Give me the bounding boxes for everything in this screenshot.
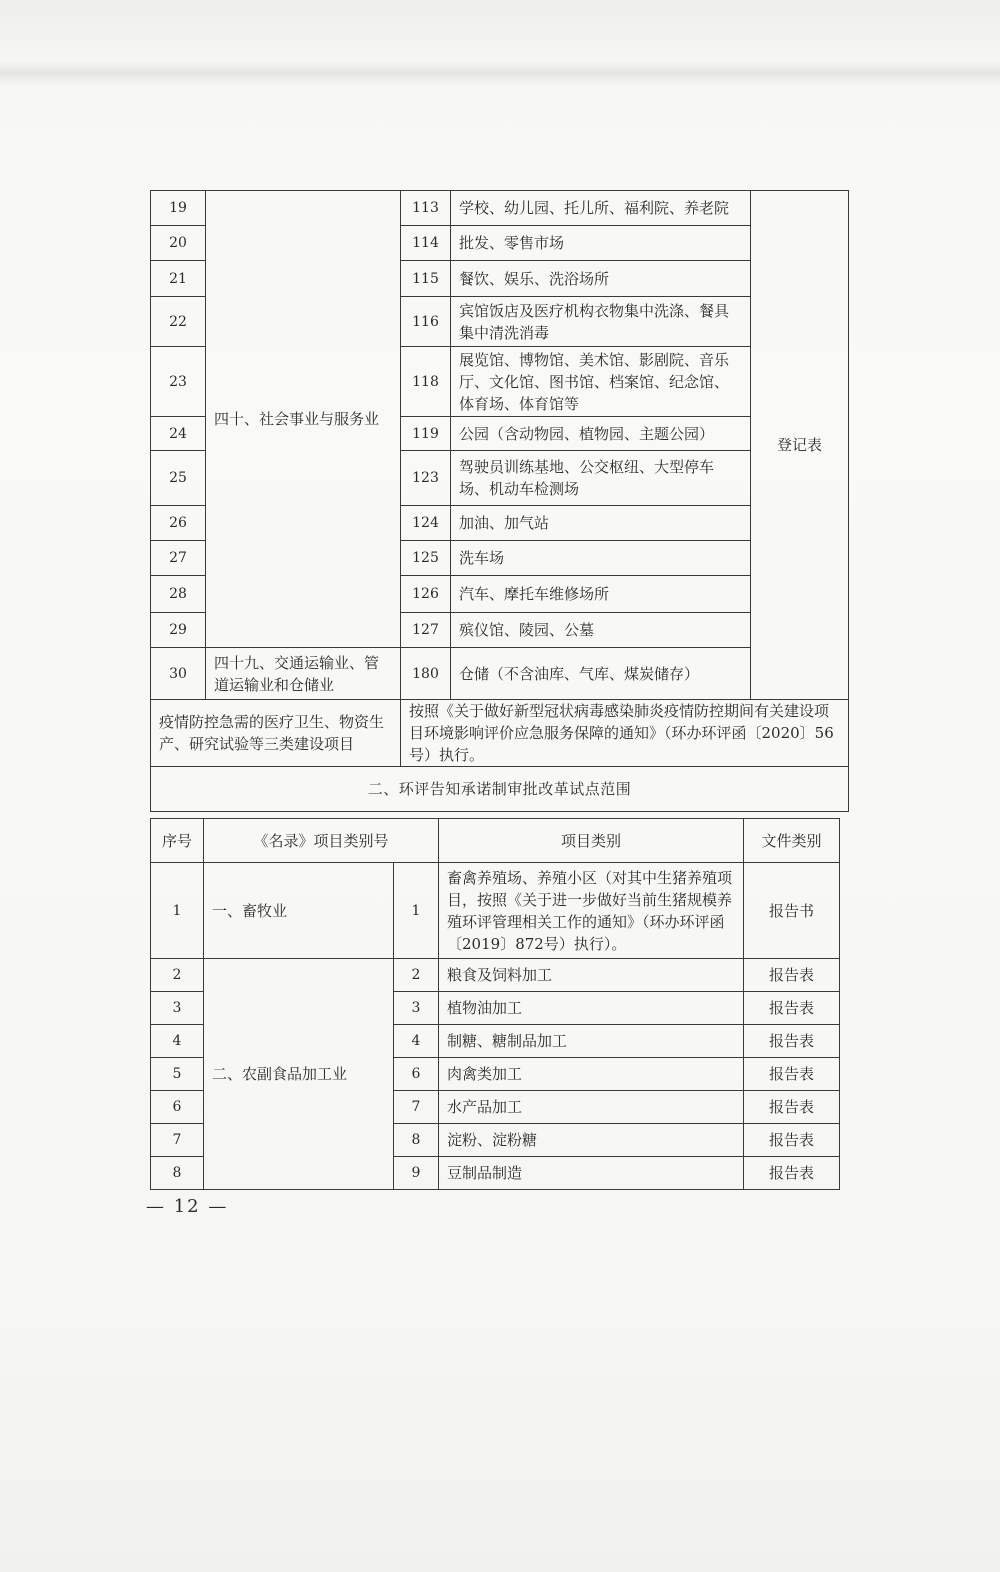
page-number: — 12 — [146, 1196, 229, 1217]
section-title: 二、环评告知承诺制审批改革试点范围 [151, 767, 849, 812]
project-name-cell: 粮食及饲料加工 [439, 959, 744, 992]
table-row [151, 863, 840, 959]
epidemic-projects-cell: 疫情防控急需的医疗卫生、物资生产、研究试验等三类建设项目 [151, 700, 401, 767]
code-cell: 113 [401, 191, 451, 226]
header-category: 项目类别 [439, 819, 744, 863]
seq-cell: 6 [151, 1091, 204, 1124]
seq-cell: 24 [151, 417, 206, 451]
seq-cell: 8 [151, 1157, 204, 1190]
category-cell: 四十、社会事业与服务业 [206, 191, 401, 648]
group-cell: 二、农副食品加工业 [204, 959, 394, 1190]
epidemic-notice-cell: 按照《关于做好新型冠状病毒感染肺炎疫情防控期间有关建设项目环境影响评价应急服务保障的通知》（环办环评函〔2020〕56号）执行。 [401, 700, 849, 767]
seq-cell: 3 [151, 992, 204, 1025]
project-name-cell: 洗车场 [451, 541, 751, 576]
code-cell: 9 [394, 1157, 439, 1190]
epidemic-row [151, 700, 849, 767]
project-name-cell: 汽车、摩托车维修场所 [451, 576, 751, 613]
header-row [151, 819, 840, 863]
seq-cell: 4 [151, 1025, 204, 1058]
code-cell: 8 [394, 1124, 439, 1157]
project-name-cell: 公园（含动物园、植物园、主题公园） [451, 417, 751, 451]
project-name-cell: 展览馆、博物馆、美术馆、影剧院、音乐厅、文化馆、图书馆、档案馆、纪念馆、体育场、体育馆等 [451, 347, 751, 417]
project-name-cell: 批发、零售市场 [451, 226, 751, 261]
doc-type-cell: 报告书 [744, 863, 840, 959]
code-cell: 180 [401, 648, 451, 700]
seq-cell: 26 [151, 506, 206, 541]
services-catalog-table [150, 190, 849, 812]
code-cell: 123 [401, 451, 451, 506]
doc-type-cell: 报告表 [744, 1025, 840, 1058]
seq-cell: 7 [151, 1124, 204, 1157]
project-name-cell: 水产品加工 [439, 1091, 744, 1124]
table-row [151, 648, 849, 700]
project-name-cell: 驾驶员训练基地、公交枢纽、大型停车场、机动车检测场 [451, 451, 751, 506]
project-name-cell: 淀粉、淀粉糖 [439, 1124, 744, 1157]
code-cell: 119 [401, 417, 451, 451]
seq-cell: 1 [151, 863, 204, 959]
seq-cell: 5 [151, 1058, 204, 1091]
seq-cell: 20 [151, 226, 206, 261]
table-row [151, 191, 849, 226]
project-name-cell: 仓储（不含油库、气库、煤炭储存） [451, 648, 751, 700]
seq-cell: 23 [151, 347, 206, 417]
seq-cell: 22 [151, 297, 206, 347]
code-cell: 2 [394, 959, 439, 992]
code-cell: 116 [401, 297, 451, 347]
header-catalog: 《名录》项目类别号 [204, 819, 439, 863]
code-cell: 115 [401, 261, 451, 297]
project-name-cell: 豆制品制造 [439, 1157, 744, 1190]
seq-cell: 21 [151, 261, 206, 297]
doc-type-cell: 报告表 [744, 959, 840, 992]
scan-artifact-band [0, 60, 1000, 86]
project-name-cell: 畜禽养殖场、养殖小区（对其中生猪养殖项目，按照《关于进一步做好当前生猪规模养殖环评管理相关工作的通知》（环办环评函〔2019〕872号）执行）。 [439, 863, 744, 959]
seq-cell: 28 [151, 576, 206, 613]
seq-cell: 30 [151, 648, 206, 700]
project-name-cell: 肉禽类加工 [439, 1058, 744, 1091]
seq-cell: 27 [151, 541, 206, 576]
pilot-scope-table [150, 818, 840, 1190]
code-cell: 125 [401, 541, 451, 576]
seq-cell: 2 [151, 959, 204, 992]
seq-cell: 29 [151, 613, 206, 648]
code-cell: 6 [394, 1058, 439, 1091]
doc-type-cell: 报告表 [744, 1058, 840, 1091]
project-name-cell: 殡仪馆、陵园、公墓 [451, 613, 751, 648]
project-name-cell: 宾馆饭店及医疗机构衣物集中洗涤、餐具集中清洗消毒 [451, 297, 751, 347]
code-cell: 3 [394, 992, 439, 1025]
project-name-cell: 餐饮、娱乐、洗浴场所 [451, 261, 751, 297]
header-seq: 序号 [151, 819, 204, 863]
code-cell: 124 [401, 506, 451, 541]
code-cell: 118 [401, 347, 451, 417]
seq-cell: 25 [151, 451, 206, 506]
project-name-cell: 加油、加气站 [451, 506, 751, 541]
header-doc-type: 文件类别 [744, 819, 840, 863]
project-name-cell: 植物油加工 [439, 992, 744, 1025]
table-row [151, 959, 840, 992]
doc-type-cell: 报告表 [744, 992, 840, 1025]
code-cell: 114 [401, 226, 451, 261]
doc-type-cell: 报告表 [744, 1157, 840, 1190]
section-row [151, 767, 849, 812]
code-cell: 4 [394, 1025, 439, 1058]
code-cell: 7 [394, 1091, 439, 1124]
project-name-cell: 学校、幼儿园、托儿所、福利院、养老院 [451, 191, 751, 226]
doc-type-cell: 报告表 [744, 1124, 840, 1157]
code-cell: 126 [401, 576, 451, 613]
doc-type-cell: 登记表 [751, 191, 849, 700]
doc-type-cell: 报告表 [744, 1091, 840, 1124]
code-cell: 1 [394, 863, 439, 959]
project-name-cell: 制糖、糖制品加工 [439, 1025, 744, 1058]
code-cell: 127 [401, 613, 451, 648]
seq-cell: 19 [151, 191, 206, 226]
group-cell: 一、畜牧业 [204, 863, 394, 959]
category-cell: 四十九、交通运输业、管道运输业和仓储业 [206, 648, 401, 700]
